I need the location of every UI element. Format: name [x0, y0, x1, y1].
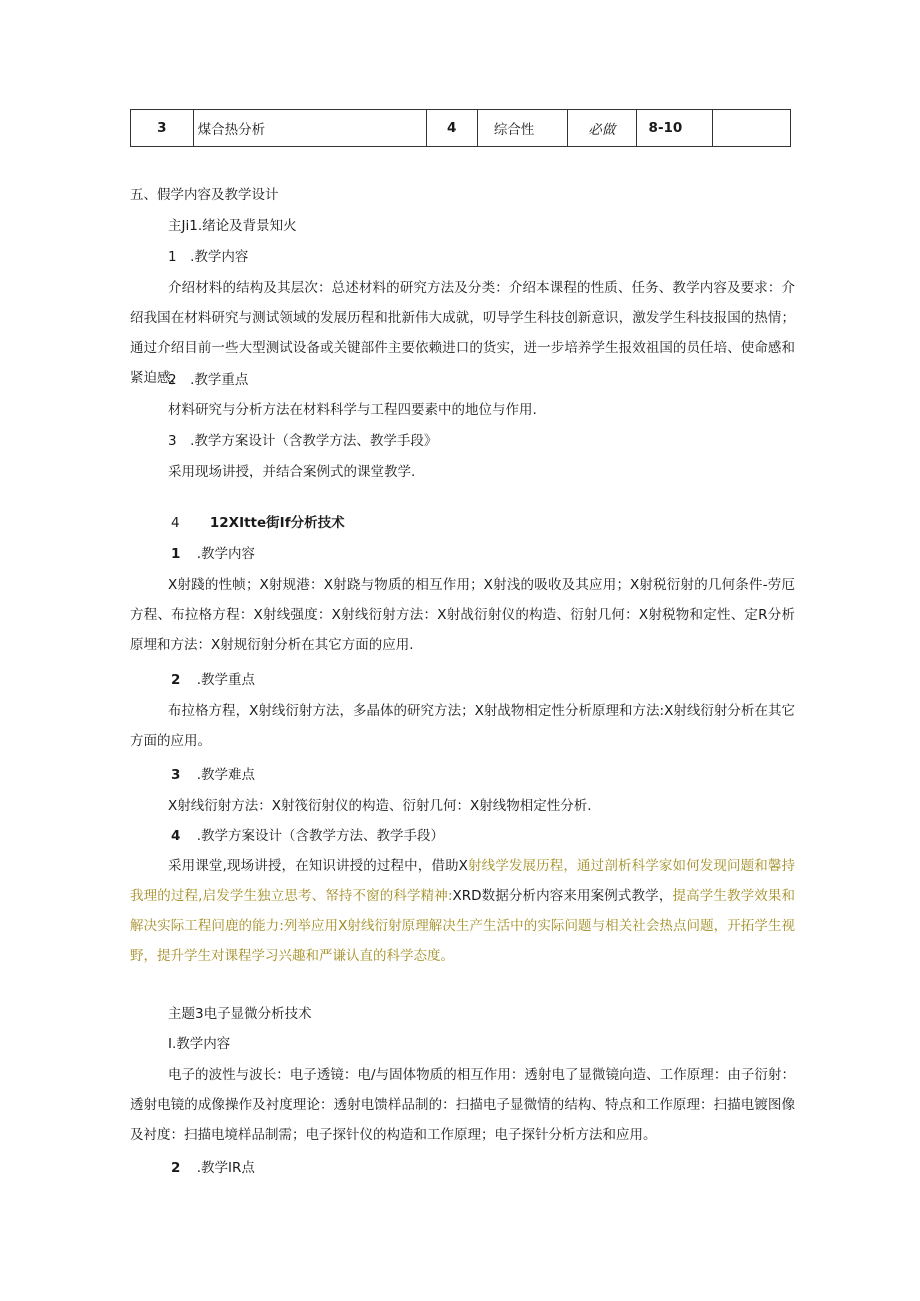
topic3-title: 主题3电子显微分析技术 — [168, 1006, 312, 1022]
topic2-design-part-c: XRD数据分析内容来用案例式教学， — [452, 888, 673, 904]
topic1-heading-design: 3 .教学方案设计（含教学方法、教学手段》 — [168, 433, 438, 449]
topic2-h1-number: 1 — [171, 546, 181, 562]
topic2-h4-number: 4 — [171, 828, 181, 844]
cell-index: 3 — [131, 110, 194, 147]
section-title: 五、假学内容及教学设计 — [130, 187, 279, 203]
topic3-heading-content: I.教学内容 — [168, 1036, 231, 1052]
topic2-heading-design — [171, 826, 444, 846]
topic3-h2-number: 2 — [171, 1160, 181, 1176]
topic2-h1-text: .教学内容 — [196, 546, 255, 562]
topic1-design: 采用现场讲授，并结合案例式的课堂教学. — [168, 464, 416, 480]
cell-group: 8-10 — [636, 110, 713, 147]
topic1-heading-content: 1 .教学内容 — [168, 249, 249, 265]
topic2-heading-content — [171, 544, 255, 564]
topic2-h3-number: 3 — [171, 767, 181, 783]
topic1-key: 材料研究与分析方法在材料科学与工程四要素中的地位与作用. — [168, 402, 537, 418]
topic2-h3-text: .教学难点 — [196, 767, 255, 783]
cell-required: 必做 — [568, 110, 637, 147]
topic3-content: 电子的波性与波长：电子透镜：电/与固体物质的相互作用：透射电了显微镜向造、工作原理：由子衍射：透射电镜的成像操作及衬度理论：透射电馈样品制的：扫描电子显微情的结构、特点和工作原理：扫描电镀图像及衬度：扫描电境样品制需；电子探针仪的构造和工作原理；电子探针分析方法和应用。 — [130, 1067, 795, 1143]
topic2-heading-key — [171, 670, 255, 690]
topic1-content: 介绍材料的结构及其层次：总述材料的研究方法及分类：介绍本课程的性质、任务、教学内容及要求：介绍我国在材料研究与测试领域的发展历程和批新伟大成就，叨导学生科技创新意识，激发学生科技报国的热情；通过介绍目前一些大型测试设备或关键部件主要依赖进口的货实，迸一步培养学生报效祖国的员任培、使命感和紧迫感， — [130, 280, 795, 386]
topic2-design-part-b: 射线学发展历程，通过剖析科学家如何发现问题和馨持我理的过程,启发学生独立思考、帑持不窗的科学精神: — [130, 858, 795, 904]
course-table — [130, 109, 791, 147]
cell-type: 综合性 — [477, 110, 567, 147]
topic2-title — [171, 513, 345, 533]
topic2-design-part-a: 采用课堂,现场讲授，在知识讲授的过程中，借助X — [168, 858, 468, 874]
topic1-heading-key: 2 .教学重点 — [168, 372, 249, 388]
cell-name: 煤合热分析 — [193, 110, 426, 147]
topic2-design — [130, 851, 795, 971]
topic2-h2-text: .教学重点 — [196, 672, 255, 688]
cell-hours: 4 — [426, 110, 477, 147]
topic2-design-part-e: 列举应用X射线衍射原理解决生产生活中的实际问题与相关社会热点问题，开拓学生视野，提升学生对课程学习兴趣和严谦认直的科学态度。 — [130, 918, 795, 964]
topic2-content: X射踐的性帧；X射规港：X射跷与物质的相互作用；X射浅的吸收及其应用；X射税衍射的几何条件-劳厄方程、布拉格方程：X射线强度：X射线衍射方法：X射战衍射仪的构造、衍射几何：X射税物和定性、定R分析原埋和方法：X射规衍射分析在其它方面的应用. — [130, 577, 795, 653]
topic1-title: 主Ji1.绪论及背景知火 — [168, 218, 297, 234]
topic2-title-number: 4 — [171, 515, 180, 531]
topic3-heading-key — [171, 1158, 255, 1178]
topic2-heading-difficulty — [171, 765, 255, 785]
topic2-difficulty: X射线衍射方法：X射筏衍射仪的构造、衍射几何：X射线物相定性分析. — [168, 798, 592, 814]
cell-note — [713, 110, 791, 147]
topic2-h4-text: .教学方案设计（含教学方法、教学手段） — [196, 828, 444, 844]
table-row — [131, 110, 791, 147]
topic3-h2-text: .教学IR点 — [196, 1160, 255, 1176]
topic2-title-text: 12XItte街If分析技术 — [209, 515, 345, 531]
topic2-key: 布拉格方程，X射线衍射方法，多晶体的研究方法；X射战物相定性分析原理和方法:X射线衍射分析在其它方面的应用。 — [130, 703, 795, 749]
topic2-h2-number: 2 — [171, 672, 181, 688]
topic2-design-part-d: 提高学生教学效果和解决实际工程问鹿的能力: — [130, 888, 795, 934]
